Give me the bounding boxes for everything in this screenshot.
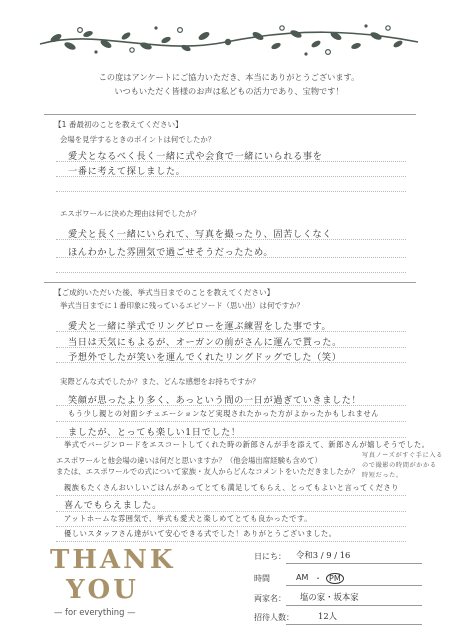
thanks-tagline: — for everything —	[54, 607, 136, 617]
answer-rule	[56, 541, 406, 542]
section-2-answer-1-line-1: 愛犬と一緒に挙式でリングピローを運ぶ練習をした事です。	[68, 321, 332, 332]
answer-rule	[56, 362, 406, 363]
section-1-answer-2-line-2: ほんわかした雰囲気で過ごせそうだったため。	[68, 247, 274, 258]
answer-rule	[56, 526, 406, 527]
section-1-question-2: エスポワールに決めた理由は何でしたか？	[60, 209, 201, 218]
answer-rule	[56, 347, 406, 348]
answer-rule	[56, 331, 406, 332]
answer-rule	[56, 191, 406, 192]
you-word: YOU	[66, 575, 139, 605]
date-label: 日にち：	[254, 552, 286, 561]
section-1-question-1: 会場を見学するときのポイントは何でしたか？	[60, 135, 216, 144]
section-2-answer-1-line-2: 当日は天気にもよるが、オーガンの前がさんに運んで貰った。	[68, 337, 342, 348]
family-name-value: 塩の家・坂本家	[300, 592, 359, 602]
answer-rule	[56, 272, 406, 273]
time-rule	[286, 585, 422, 586]
section-2-answer-2-line-3: ましたが、とっても楽しい1日でした！	[68, 427, 241, 438]
section-1-answer-1-line-2: 一番に考えて探しました。	[68, 166, 186, 177]
answer-rule	[56, 511, 406, 512]
section-2-question-3-line-1: エスポワールと他会場の違いは何だと思いますか？（他会場出席経験も含めて）	[56, 456, 322, 465]
botanical-vine-ornament	[36, 22, 422, 58]
intro-message	[0, 70, 458, 98]
section-2-answer-3-line-3: アットホームな雰囲気で、挙式も愛犬と楽しめてとても良かったです。	[64, 514, 312, 523]
time-pm-option-circled: PM	[326, 573, 344, 584]
date-rule	[286, 563, 422, 564]
time-am-option: AM	[296, 573, 309, 582]
guest-count-rule	[286, 624, 422, 625]
thank-word: THANK	[50, 545, 176, 575]
answer-rule	[56, 176, 406, 177]
handwritten-note-line-2: ので撮影の時間がかかる	[362, 462, 437, 469]
section-2-answer-2-line-1: 笑顔が思ったより多く、あっという間の一日が過ぎていきました！	[68, 395, 362, 406]
answer-rule	[56, 239, 406, 240]
section-2-answer-2-line-2: もう少し親との対面シチュエーションなど実現されたかった方がよかったかもしれません	[68, 409, 379, 418]
family-name-label: 両家名：	[254, 594, 286, 603]
time-separator: ・	[314, 574, 322, 583]
section-2-question-3-line-2: または、エスポワールでの式について家族・友人からどんなコメントをいただきましたか？	[56, 467, 359, 476]
section-2-answer-3-line-1: 親族もたくさんおいしいごはんがあってとても満足してもらえ、とってもよいと言ってくださり	[64, 483, 400, 492]
section-2-question-1: 挙式当日までに１番印象に残っているエピソード（思い出）は何ですか？	[60, 301, 304, 310]
handwritten-note-line-3: 時短だった。	[362, 472, 403, 479]
intro-line-1: この度はアンケートにご協力いただき、本当にありがとうございます。	[98, 72, 360, 82]
time-label: 時間	[254, 574, 270, 583]
answer-rule	[56, 437, 406, 438]
guest-count-label: 招待人数：	[254, 613, 294, 622]
answer-rule	[56, 161, 406, 162]
section-1-title: 【1 番最初のことを教えてください】	[54, 120, 183, 129]
section-2-answer-2-line-4: 挙式でバージンロードをエスコートしてくれた時の新郎さんが手を添えて、新郎さんが嬉しそうでした。	[64, 440, 430, 449]
thank-you-logo	[50, 545, 176, 625]
section-2-question-2: 実際どんな式でしたか？また、どんな感想をお持ちですか？	[60, 377, 260, 386]
section-2-answer-1-line-3: 予想外でしたが笑いを運んでくれたリングドッグでした（笑）	[68, 352, 342, 363]
guest-count-value: 12人	[318, 611, 338, 621]
section-2-divider	[44, 282, 416, 283]
section-1-divider	[44, 114, 416, 115]
section-1-answer-2-line-1: 愛犬と長く一緒にいられて、写真を撮ったり、固苦しくなく	[68, 229, 333, 240]
section-2-title: 【ご成約いただいた後、挙式当日までのことを教えてください】	[54, 288, 275, 297]
answer-rule	[56, 495, 406, 496]
section-2-answer-3-line-4: 優しいスタッフさん達がいて安心できる式でした！ありがとうございました。	[64, 529, 337, 538]
answer-rule	[56, 421, 406, 422]
section-1-answer-1-line-1: 愛犬となるべく長く一緒に式や会食で一緒にいられる事を	[68, 151, 323, 162]
answer-rule	[56, 257, 406, 258]
family-name-rule	[286, 605, 422, 606]
date-value: 令和3 / 9 / 16	[296, 550, 351, 560]
handwritten-note-line-1: 写真ノーズがすぐ手に入る	[362, 452, 443, 459]
intro-line-2: いつもいただく皆様のお声は私どもの活力であり、宝物です！	[114, 86, 344, 96]
section-2-answer-3-line-2: 喜んでもらえました。	[64, 500, 162, 511]
answer-rule	[56, 405, 406, 406]
